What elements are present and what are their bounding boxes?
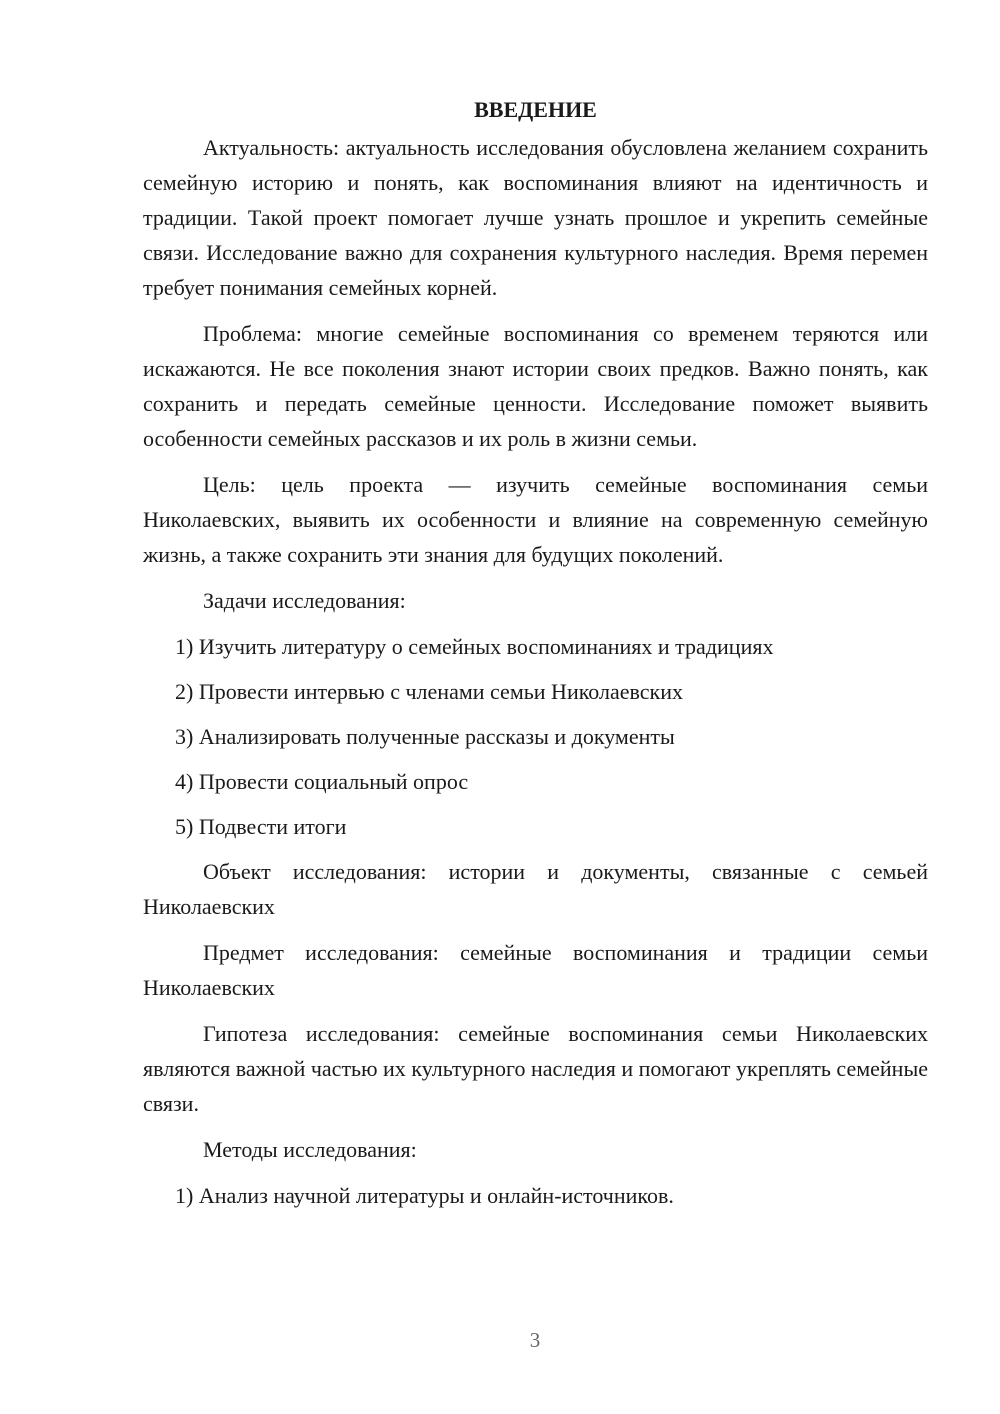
methods-title: Методы исследования:: [203, 1137, 417, 1162]
page-content: [143, 92, 928, 1223]
section-heading: ВВЕДЕНИЕ: [474, 97, 597, 122]
list-item: 2) Провести интервью с членами семьи Николаевских: [175, 679, 683, 704]
list-item: 4) Провести социальный опрос: [175, 769, 469, 794]
tasks-list: [143, 629, 928, 844]
paragraph-problem: Проблема: многие семейные воспоминания со временем теряются или искажаются. Не все поколения знают истории своих предков. Важно понять, как сохранить и передать семейные ценности. Исследование поможет выявить особенности семейных рассказов и их роль в жизни семьи.: [143, 321, 928, 451]
page-number: 3: [529, 1328, 541, 1352]
paragraph-hypothesis: Гипотеза исследования: семейные воспоминания семьи Николаевских являются важной частью их культурного наследия и помогают укреплять семейные связи.: [143, 1021, 928, 1116]
tasks-title: Задачи исследования:: [203, 588, 406, 613]
list-item: 1) Изучить литературу о семейных воспоминаниях и традициях: [175, 634, 774, 659]
list-item: 3) Анализировать полученные рассказы и документы: [175, 724, 675, 749]
paragraph-goal: Цель: цель проекта — изучить семейные воспоминания семьи Николаевских, выявить их особенности и влияние на современную семейную жизнь, а также сохранить эти знания для будущих поколений.: [143, 472, 928, 567]
paragraph-subject: Предмет исследования: семейные воспоминания и традиции семьи Николаевских: [143, 940, 928, 1000]
list-item: 1) Анализ научной литературы и онлайн-источников.: [175, 1183, 674, 1208]
paragraph-relevance: Актуальность: актуальность исследования обусловлена желанием сохранить семейную историю и понять, как воспоминания влияют на идентичность и традиции. Такой проект помогает лучше узнать прошлое и укрепить семейные связи. Исследование важно для сохранения культурного наследия. Время перемен требует понимания семейных корней.: [143, 135, 928, 300]
paragraph-object: Объект исследования: истории и документы, связанные с семьей Николаевских: [143, 859, 928, 919]
list-item: 5) Подвести итоги: [175, 814, 347, 839]
methods-list: [143, 1178, 928, 1213]
